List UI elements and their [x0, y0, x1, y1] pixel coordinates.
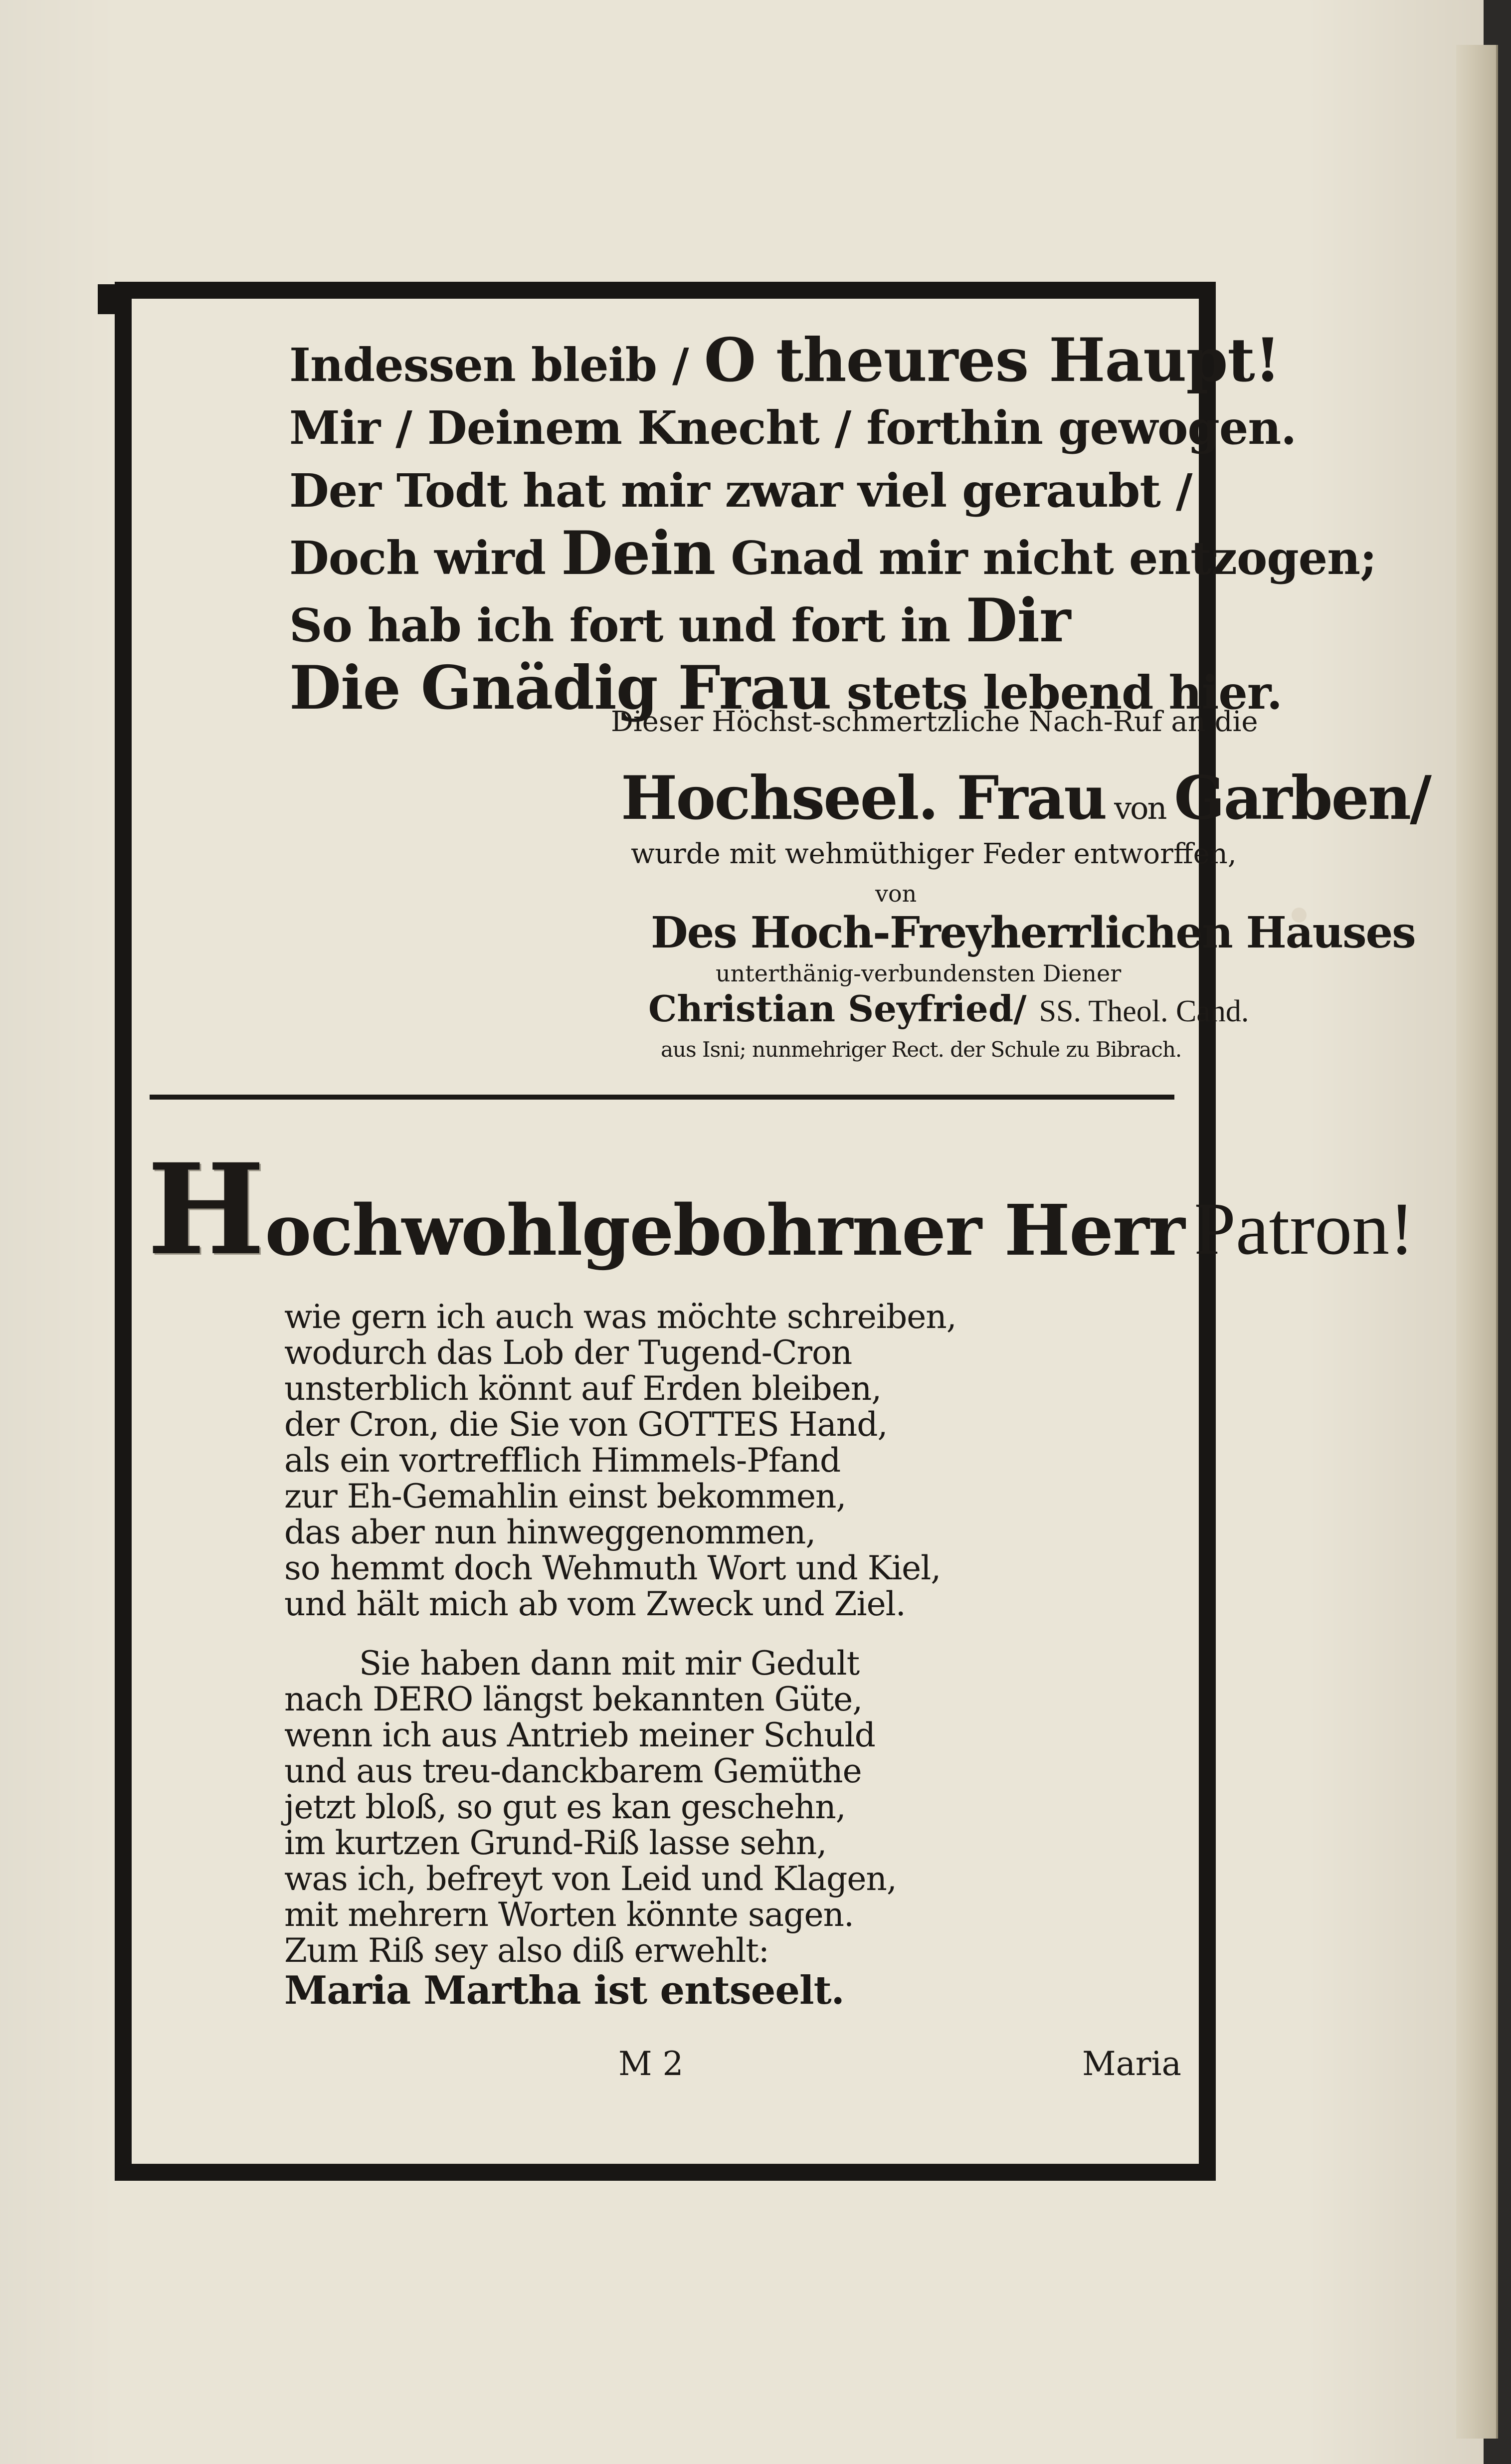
dedication-servant: unterthänig-verbundensten Diener	[716, 960, 1122, 987]
verse-line	[289, 325, 1376, 396]
heading-latin-word: Patron!	[1194, 1187, 1415, 1270]
dedication-house: Des Hoch-Freyherrlichen Hauses	[651, 908, 1415, 958]
page-fore-edge	[1456, 45, 1498, 2439]
author-degree: SS. Theol. Cand.	[1039, 994, 1249, 1028]
stanza-line: nach DERO längst bekannten Güte,	[284, 1680, 863, 1718]
verse-emphasis: Dir	[965, 585, 1071, 656]
closing-verse	[289, 325, 1377, 724]
verse-line: Der Todt hat mir zwar viel geraubt /	[289, 464, 1192, 518]
frame-corner-mark	[1199, 284, 1216, 314]
stanza-line: wenn ich aus Antrieb meiner Schuld	[284, 1716, 875, 1754]
dedication-intro: Dieser Höchst-schmertzliche Nach-Ruf an die	[611, 706, 1258, 738]
signature-mark: M 2	[618, 2045, 684, 2083]
verse-text: Doch wird	[289, 531, 562, 585]
stanza-line: als ein vortrefflich Himmels-Pfand	[284, 1441, 841, 1480]
stanza-line: wodurch das Lob der Tugend-Cron	[284, 1333, 852, 1372]
dedication-von: von	[1106, 790, 1174, 826]
stanza-line: wie gern ich auch was möchte schreiben,	[284, 1298, 956, 1336]
frame-corner-mark	[98, 284, 115, 314]
verse-line: Mir / Deinem Knecht / forthin gewogen.	[289, 401, 1297, 455]
deceased-title: Hochseel. Frau	[621, 763, 1106, 833]
stanza-line: unsterblich könnt auf Erden bleiben,	[284, 1369, 882, 1408]
stanza-line: und aus treu-danckbarem Gemüthe	[284, 1752, 862, 1790]
stanza-final-line: Maria Martha ist entseelt.	[284, 1968, 844, 2013]
verse-emphasis: O theures Haupt!	[704, 325, 1281, 395]
stanza-line: was ich, befreyt von Leid und Klagen,	[284, 1860, 897, 1898]
deceased-family-name: Garben/	[1174, 763, 1430, 833]
stanza-line: der Cron, die Sie von GOTTES Hand,	[284, 1405, 888, 1444]
catchword: Maria	[1082, 2045, 1181, 2083]
dedication-name-line	[621, 763, 1430, 833]
verse-emphasis: Dein	[561, 518, 716, 588]
verse-line	[289, 518, 1377, 589]
stanza-line: und hält mich ab vom Zweck und Ziel.	[284, 1585, 906, 1623]
address-heading	[147, 1136, 1415, 1283]
stanza-line: so hemmt doch Wehmuth Wort und Kiel,	[284, 1549, 941, 1587]
stanza-line: das aber nun hinweggenommen,	[284, 1513, 816, 1551]
decorated-initial: H	[147, 1136, 265, 1283]
stanza-line: Zum Riß sey also diß erwehlt:	[284, 1931, 769, 1970]
stanza-two	[284, 1646, 897, 2013]
stanza-line: im kurtzen Grund-Riß lasse sehn,	[284, 1824, 827, 1862]
verse-emphasis: Die Gnädig Frau	[289, 653, 831, 723]
author-name: Christian Seyfried/	[648, 987, 1039, 1030]
stanza-line: mit mehrern Worten könnte sagen.	[284, 1895, 854, 1934]
dedication-written: wurde mit wehmüthiger Feder entworffen,	[631, 838, 1237, 870]
verse-text: Indessen bleib /	[289, 338, 704, 392]
stanza-line: jetzt bloß, so gut es kan geschehn,	[284, 1788, 846, 1826]
stanza-one	[284, 1299, 956, 1622]
verse-line	[289, 585, 1376, 657]
author-origin: aus Isni; nunmehriger Rect. der Schule zu Bibrach.	[661, 1037, 1182, 1062]
dedication-von: von	[875, 880, 917, 907]
stanza-line: zur Eh-Gemahlin einst bekommen,	[284, 1477, 846, 1516]
author-line	[648, 987, 1249, 1030]
stanza-line: Sie haben dann mit mir Gedult	[359, 1644, 860, 1683]
verse-text: Gnad mir nicht entzogen;	[715, 531, 1377, 585]
verse-text: stets lebend hier.	[831, 666, 1282, 720]
section-divider	[150, 1095, 1174, 1100]
heading-text: ochwohlgebohrner Herr	[265, 1190, 1184, 1272]
verse-text: So hab ich fort und fort in	[289, 598, 966, 652]
